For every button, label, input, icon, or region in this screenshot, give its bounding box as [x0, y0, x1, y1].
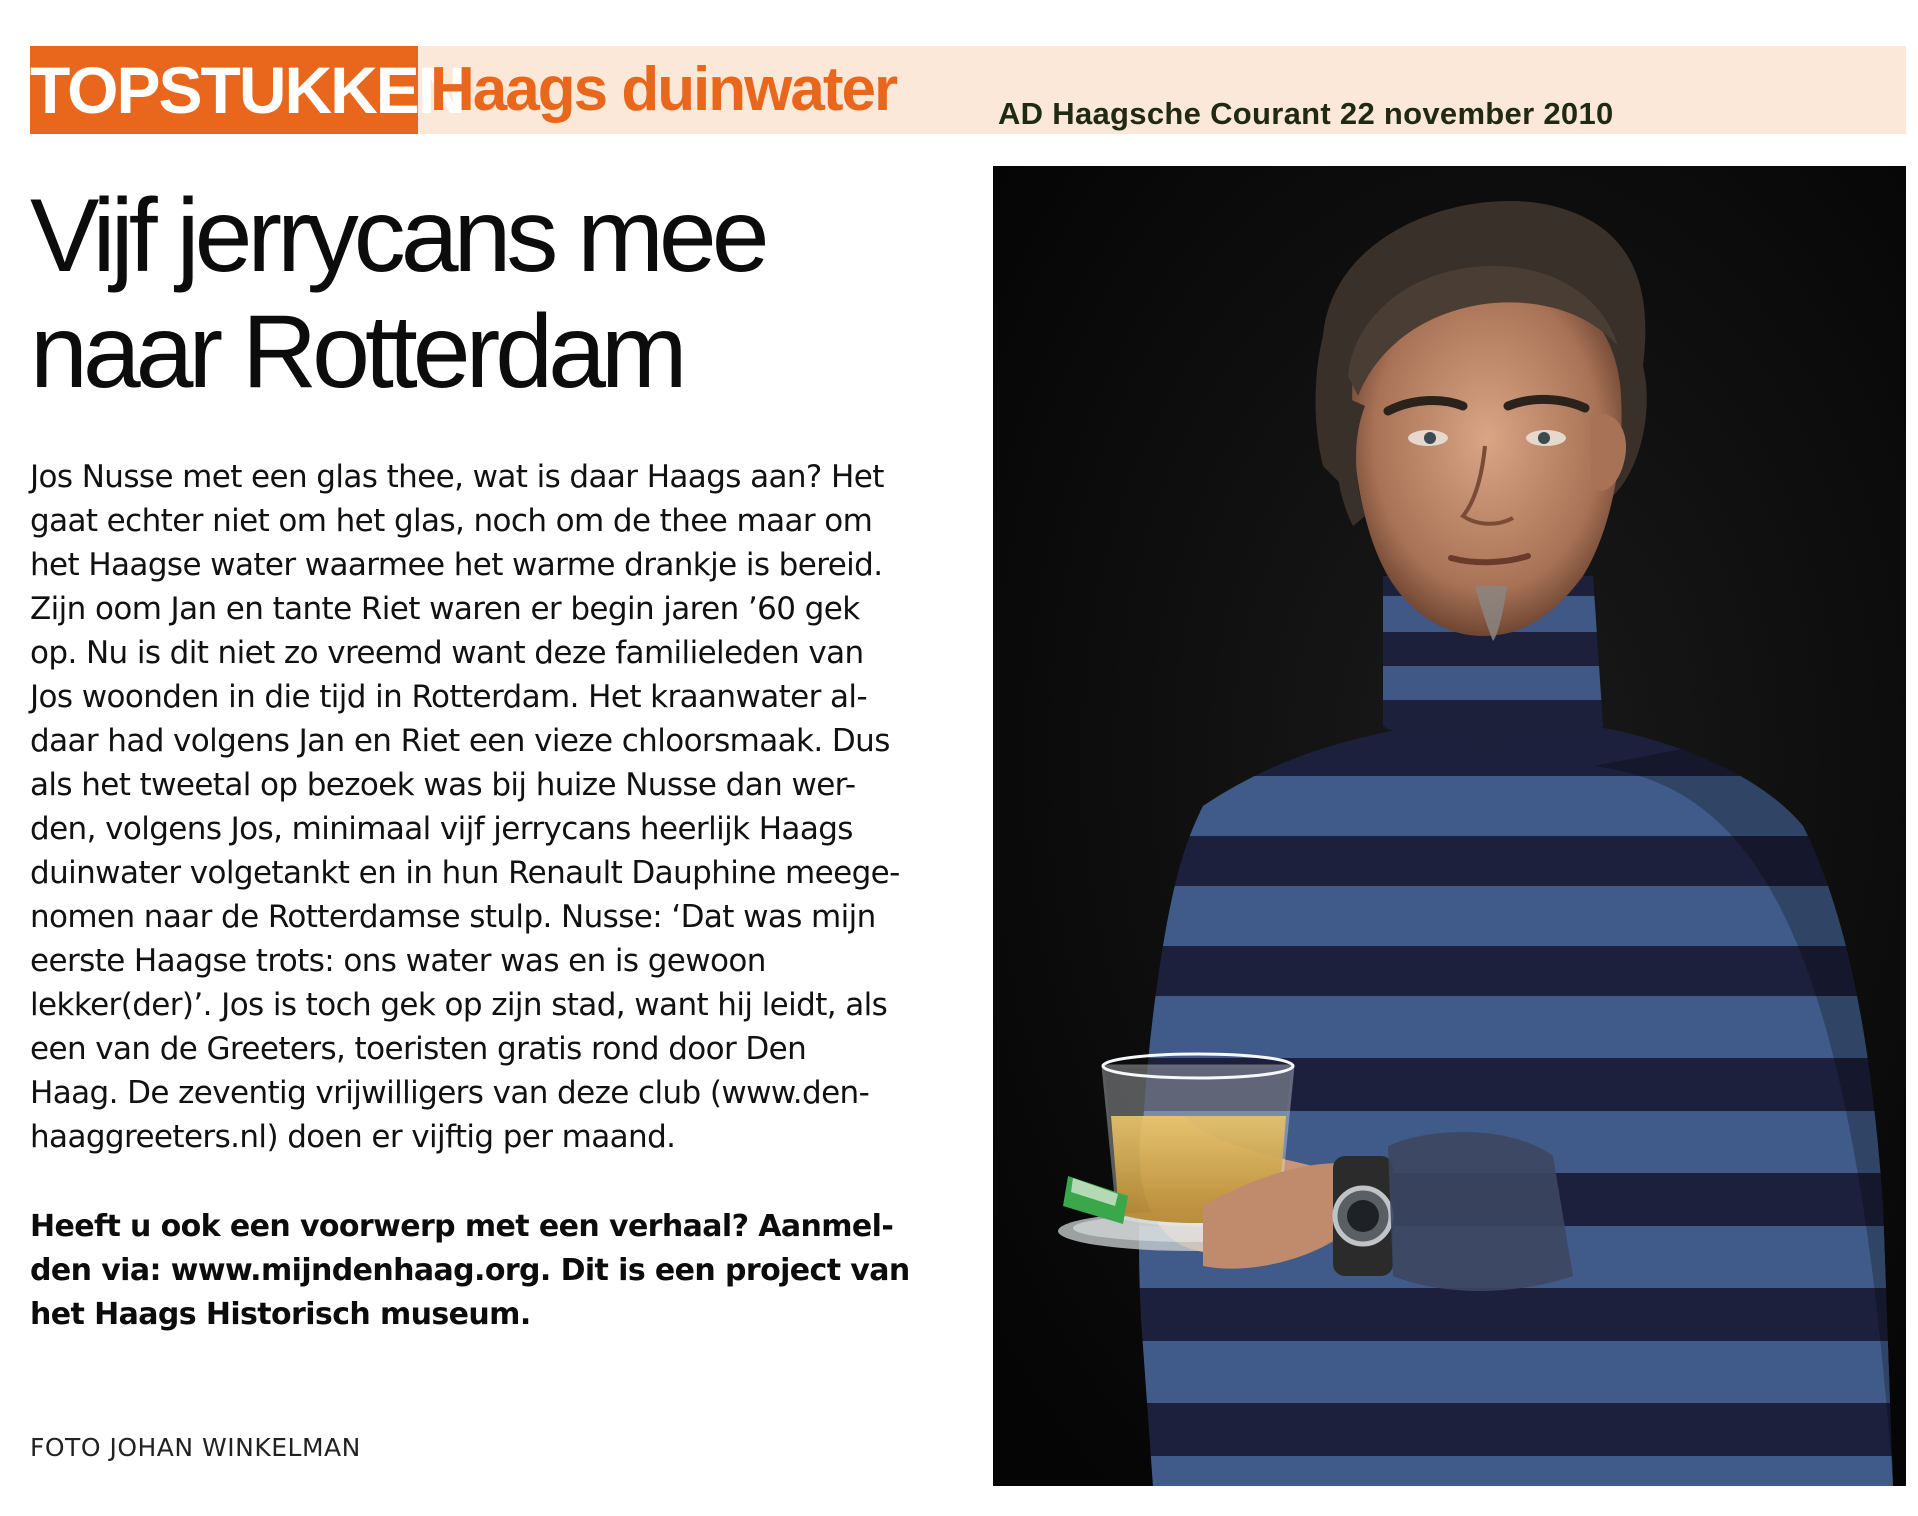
body-line: eerste Haagse trots: ons water was en is gewoon — [30, 943, 766, 979]
body-line: nomen naar de Rotterdamse stulp. Nusse: ‘Dat was mijn — [30, 899, 876, 935]
callout — [30, 1205, 960, 1337]
body-line: haaggreeters.nl) doen er vijftig per maand. — [30, 1119, 676, 1155]
body-line: Jos Nusse met een glas thee, wat is daar Haags aan? Het — [30, 459, 884, 495]
body-line: een van de Greeters, toeristen gratis rond door Den — [30, 1031, 807, 1067]
body-line: als het tweetal op bezoek was bij huize Nusse dan wer- — [30, 767, 856, 803]
headline-line: naar Rotterdam — [30, 294, 683, 410]
body-line: lekker(der)’. Jos is toch gek op zijn stad, want hij leidt, als — [30, 987, 888, 1023]
callout-line: den via: www.mijndenhaag.org. Dit is een project van — [30, 1253, 910, 1288]
body-line: den, volgens Jos, minimaal vijf jerrycans heerlijk Haags — [30, 811, 853, 847]
headline — [30, 178, 970, 410]
source-line: AD Haagsche Courant 22 november 2010 — [998, 96, 1614, 131]
photo-credit: FOTO JOHAN WINKELMAN — [30, 1433, 361, 1462]
section-tag: TOPSTUKKEN — [30, 46, 418, 134]
callout-line: Heeft u ook een voorwerp met een verhaal? Aanmel- — [30, 1209, 894, 1244]
section-subtitle: Haags duinwater — [430, 55, 897, 124]
body-line: gaat echter niet om het glas, noch om de thee maar om — [30, 503, 873, 539]
body-line: Haag. De zeventig vrijwilligers van deze club (www.den- — [30, 1075, 870, 1111]
body-line: Zijn oom Jan en tante Riet waren er begin jaren ’60 gek — [30, 591, 860, 627]
body-line: het Haagse water waarmee het warme drankje is bereid. — [30, 547, 883, 583]
body-line: duinwater volgetankt en in hun Renault Dauphine meege- — [30, 855, 900, 891]
headline-line: Vijf jerrycans mee — [30, 178, 765, 294]
portrait-photo — [993, 166, 1906, 1486]
portrait-illustration — [993, 166, 1906, 1486]
article-body — [30, 455, 960, 1159]
callout-line: het Haags Historisch museum. — [30, 1297, 531, 1332]
body-line: daar had volgens Jan en Riet een vieze chloorsmaak. Dus — [30, 723, 890, 759]
body-line: Jos woonden in die tijd in Rotterdam. Het kraanwater al- — [30, 679, 868, 715]
wristwatch — [1333, 1156, 1393, 1276]
body-line: op. Nu is dit niet zo vreemd want deze familieleden van — [30, 635, 864, 671]
